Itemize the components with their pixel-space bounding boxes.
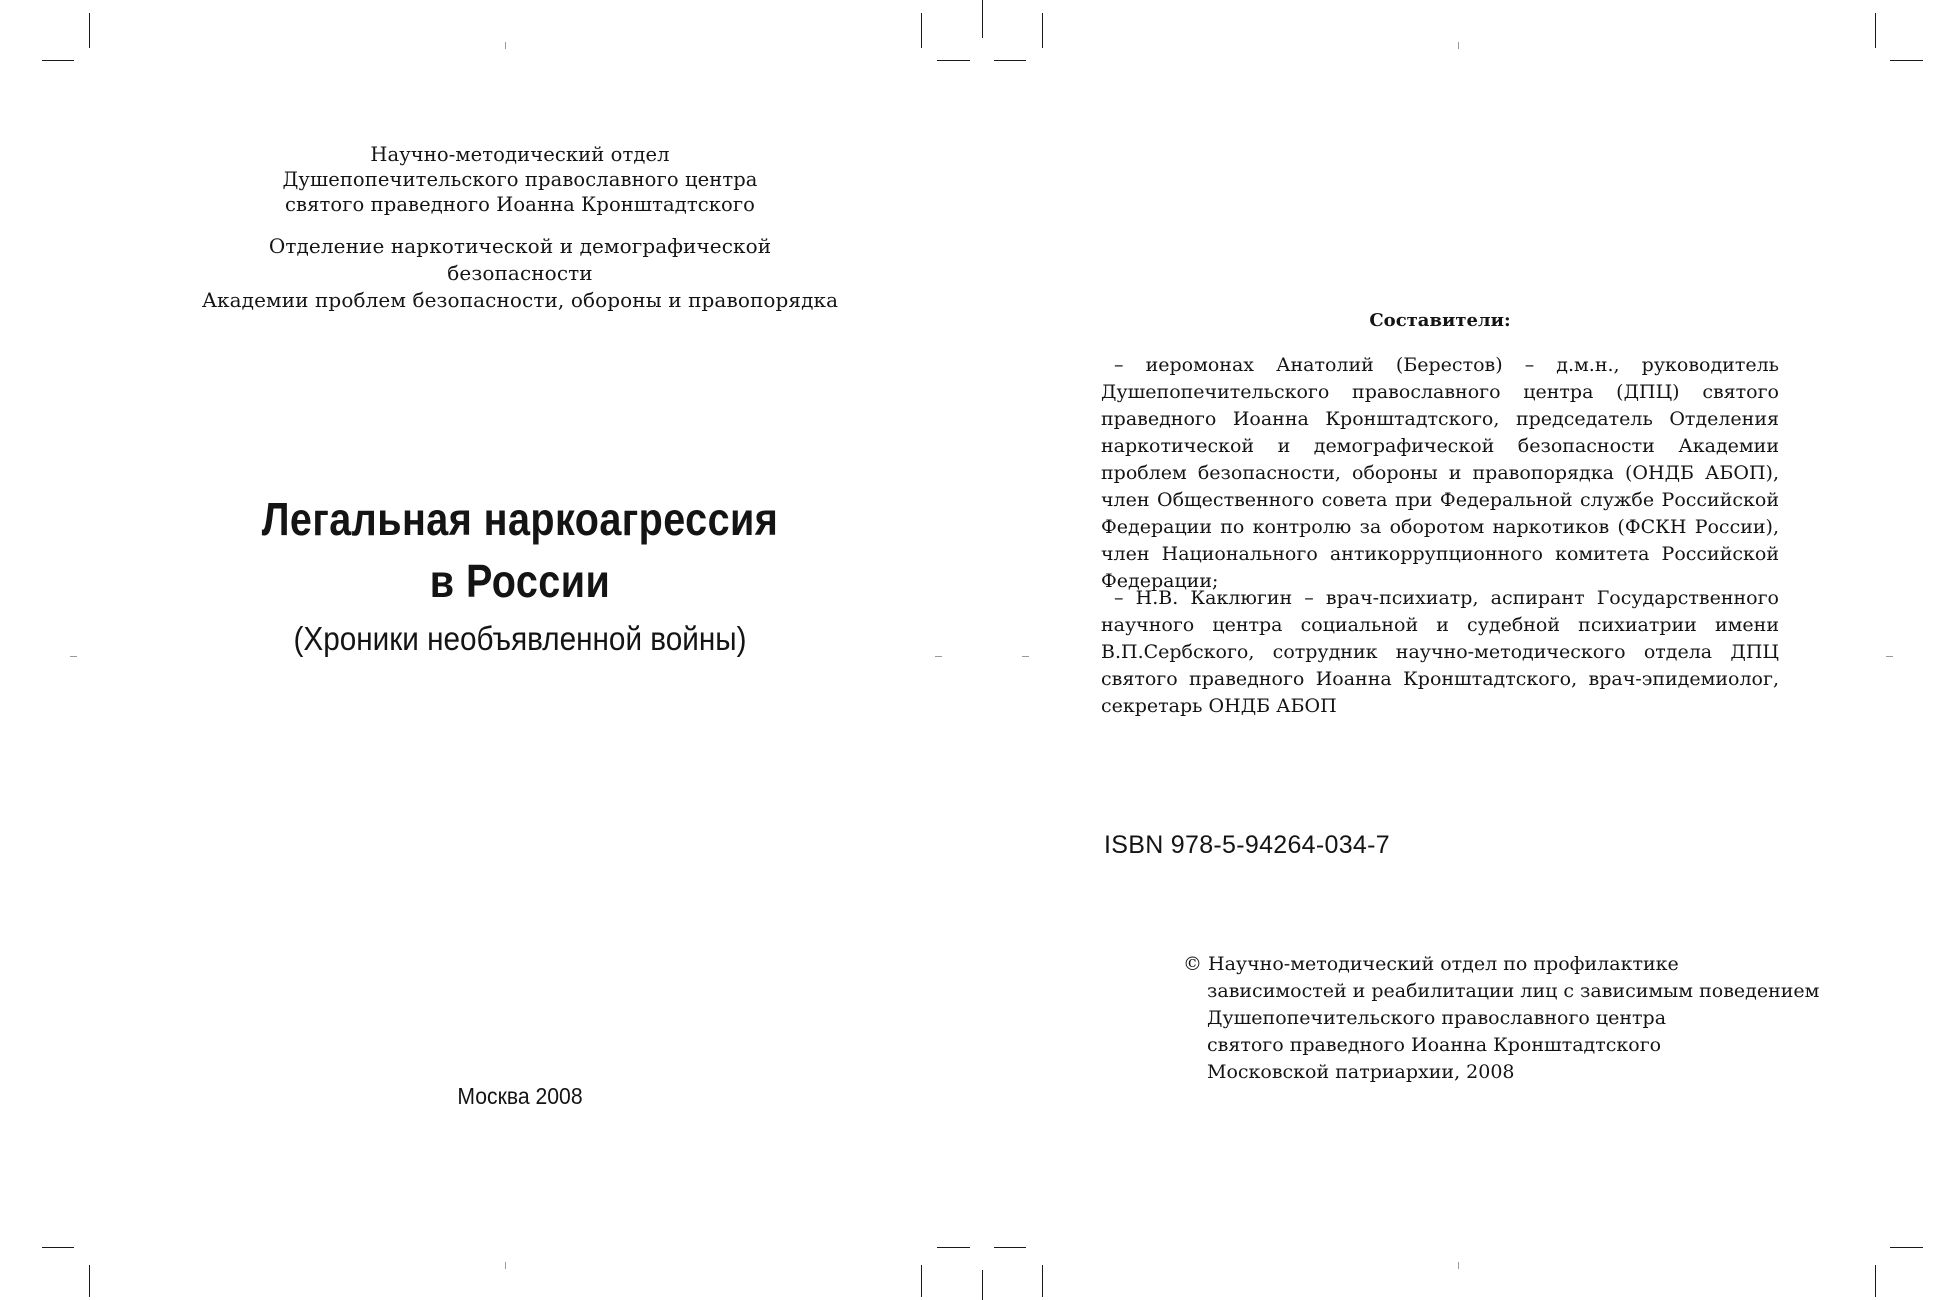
- title-block: [200, 488, 840, 662]
- crop-mark: [1890, 60, 1923, 61]
- header-line: Научно-методический отдел: [370, 143, 670, 166]
- crop-mark: [921, 1265, 922, 1297]
- compilers-heading: Составители:: [1369, 310, 1511, 331]
- crop-mark: [937, 60, 970, 61]
- crop-mark: [42, 60, 74, 61]
- register-tick: [1022, 656, 1029, 657]
- crop-mark: [89, 1265, 90, 1297]
- register-tick: [1458, 42, 1459, 49]
- academy-division: [200, 233, 840, 314]
- crop-mark: [89, 13, 90, 48]
- crop-mark: [921, 13, 922, 48]
- book-subtitle: (Хроники необъявленной войны): [293, 620, 747, 657]
- register-tick: [70, 656, 77, 657]
- register-tick: [505, 1262, 506, 1269]
- title-line: в России: [429, 555, 611, 607]
- book-title: [245, 488, 795, 612]
- header-line: Академии проблем безопасности, обороны и правопорядка: [201, 288, 839, 312]
- crop-mark: [1875, 1265, 1876, 1297]
- crop-mark: [1890, 1247, 1923, 1248]
- crop-mark: [1042, 13, 1043, 48]
- isbn: ISBN 978-5-94264-034-7: [1104, 831, 1390, 859]
- crop-mark: [994, 1247, 1026, 1248]
- crop-mark: [982, 0, 983, 38]
- crop-mark: [1875, 13, 1876, 48]
- header-line: Отделение наркотической и демографической безопасности: [268, 234, 772, 285]
- compiler-entry: – иеромонах Анатолий (Берестов) – д.м.н., руководитель Душепопечительского православного центра (ДПЦ) святого праведного Иоанна Кронштадтского, председатель Отделения наркотической и демографической безопасности Академии проблем безопасности, обороны и правопорядка (ОНДБ АБОП), член Общественного совета при Федеральной службе Российской Федерации по контролю за оборотом наркотиков (ФСКН России), член Национального антикоррупционного комитета Российской Федерации;: [1101, 354, 1779, 592]
- header-line: Душепопечительского православного центра: [282, 168, 758, 191]
- crop-mark: [937, 1247, 970, 1248]
- compiler-entry: – Н.В. Каклюгин – врач-психиатр, аспирант Государственного научного центра социальной и судебной психиатрии имени В.П.Сербского, сотрудник научно-методического отдела ДПЦ святого праведного Иоанна Кронштадтского, врач-эпидемиолог, секретарь ОНДБ АБОП: [1101, 587, 1779, 717]
- register-tick: [935, 656, 942, 657]
- register-tick: [1886, 656, 1893, 657]
- copyright-line: © Научно-методический отдел по профилактике: [1183, 953, 1679, 975]
- city-year: Москва 2008: [457, 1083, 583, 1109]
- copyright-line: Душепопечительского православного центра: [1207, 1007, 1667, 1029]
- copyright-line: святого праведного Иоанна Кронштадтского: [1207, 1034, 1662, 1056]
- copyright-line: зависимостей и реабилитации лиц с зависимым поведением: [1207, 980, 1820, 1002]
- register-tick: [505, 42, 506, 49]
- copyright-line: Московской патриархии, 2008: [1207, 1061, 1515, 1083]
- publisher-department: [200, 142, 840, 217]
- crop-mark: [994, 60, 1026, 61]
- crop-mark: [982, 1270, 983, 1300]
- copyright-notice: [1183, 951, 1819, 1086]
- title-line: Легальная наркоагрессия: [261, 493, 779, 545]
- register-tick: [1458, 1262, 1459, 1269]
- crop-mark: [42, 1247, 74, 1248]
- crop-mark: [1042, 1265, 1043, 1297]
- publisher-header: [200, 142, 840, 314]
- header-line: святого праведного Иоанна Кронштадтского: [284, 193, 756, 216]
